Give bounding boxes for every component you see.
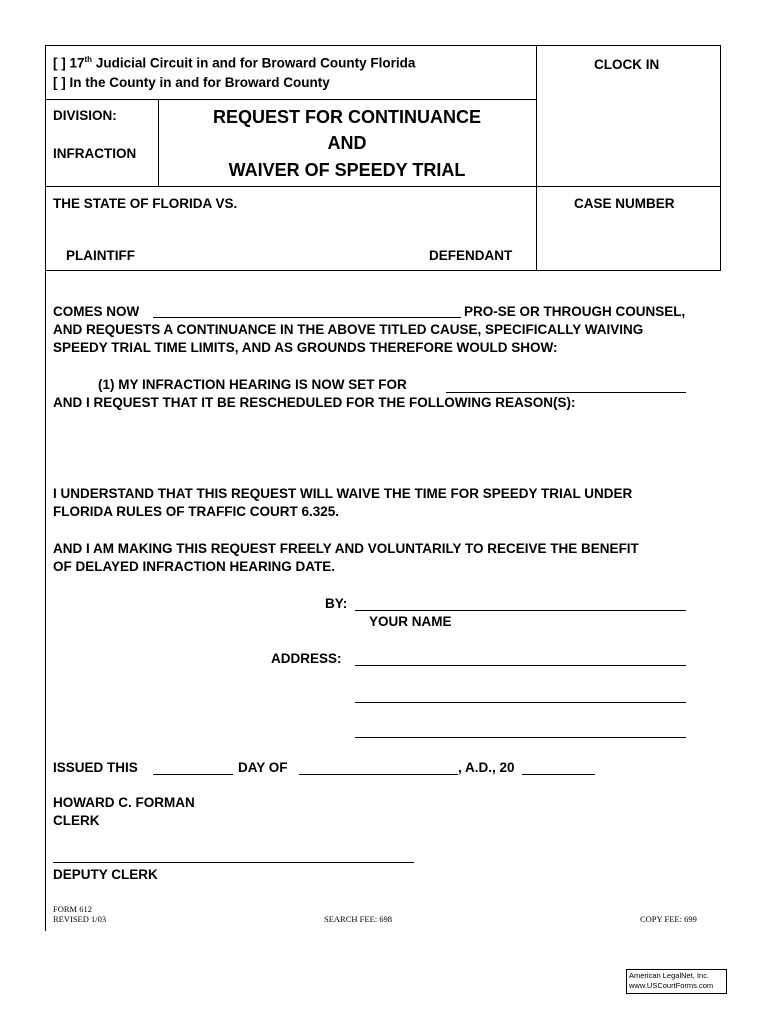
case-number-label: CASE NUMBER xyxy=(574,196,675,211)
title-divider xyxy=(45,186,721,187)
name-blank[interactable] xyxy=(153,317,461,318)
issued-year-blank[interactable] xyxy=(522,774,595,775)
court-line-sup: th xyxy=(84,55,93,64)
title-line-2: AND xyxy=(327,133,367,153)
clock-in-label: CLOCK IN xyxy=(594,57,660,72)
copy-fee: COPY FEE: 699 xyxy=(640,914,697,924)
signature-blank[interactable] xyxy=(355,610,686,611)
address-label: ADDRESS: xyxy=(271,651,342,666)
court-line-prefix: [ ] 17 xyxy=(53,55,85,71)
state-line: THE STATE OF FLORIDA VS. xyxy=(53,196,238,211)
request-line-2: AND REQUESTS A CONTINUANCE IN THE ABOVE TITLED CAUSE, SPECIFICALLY WAIVING xyxy=(53,322,644,337)
deputy-clerk-signature-blank[interactable] xyxy=(53,862,414,863)
form-left-border xyxy=(45,45,46,931)
understand-line-2: FLORIDA RULES OF TRAFFIC COURT 6.325. xyxy=(53,504,340,519)
freely-line-2: OF DELAYED INFRACTION HEARING DATE. xyxy=(53,559,336,574)
hearing-set-label: (1) MY INFRACTION HEARING IS NOW SET FOR xyxy=(98,377,407,392)
hearing-date-blank[interactable] xyxy=(446,392,686,393)
clock-in-divider xyxy=(536,45,537,271)
deputy-clerk-label: DEPUTY CLERK xyxy=(53,867,158,882)
publisher-box xyxy=(626,969,727,994)
title-line-1: REQUEST FOR CONTINUANCE xyxy=(212,107,481,127)
division-value: INFRACTION xyxy=(53,146,137,161)
day-of-label: DAY OF xyxy=(238,760,288,775)
ad-label: , A.D., 20 xyxy=(458,760,515,775)
plaintiff-label: PLAINTIFF xyxy=(66,248,135,263)
form-top-border xyxy=(45,45,721,46)
your-name-label: YOUR NAME xyxy=(369,614,452,629)
freely-line-1: AND I AM MAKING THIS REQUEST FREELY AND VOLUNTARILY TO RECEIVE THE BENEFIT xyxy=(53,541,639,556)
revised-date: REVISED 1/03 xyxy=(53,914,107,924)
title-line-3: WAIVER OF SPEEDY TRIAL xyxy=(228,160,466,180)
address-blank-3[interactable] xyxy=(355,737,686,738)
publisher-line-2: www.USCourtForms.com xyxy=(629,981,714,990)
understand-line-1: I UNDERSTAND THAT THIS REQUEST WILL WAIVE THE TIME FOR SPEEDY TRIAL UNDER xyxy=(53,486,633,501)
court-line-circuit xyxy=(53,55,415,71)
court-line-county: [ ] In the County in and for Broward County xyxy=(53,75,330,90)
form-number: FORM 612 xyxy=(53,904,92,914)
request-line-3: SPEEDY TRIAL TIME LIMITS, AND AS GROUNDS THEREFORE WOULD SHOW: xyxy=(53,340,558,355)
issued-this-label: ISSUED THIS xyxy=(53,760,138,775)
parties-divider xyxy=(45,270,721,271)
address-blank-1[interactable] xyxy=(355,665,686,666)
issued-day-blank[interactable] xyxy=(153,774,233,775)
form-right-border xyxy=(720,45,721,271)
address-blank-2[interactable] xyxy=(355,702,686,703)
comes-now-label: COMES NOW xyxy=(53,304,140,319)
by-label: BY: xyxy=(325,596,348,611)
court-line-suffix: Judicial Circuit in and for Broward County Florida xyxy=(92,55,416,71)
clerk-name: HOWARD C. FORMAN xyxy=(53,795,195,810)
search-fee: SEARCH FEE: 698 xyxy=(324,914,393,924)
division-label: DIVISION: xyxy=(53,108,117,123)
pro-se-label: PRO-SE OR THROUGH COUNSEL, xyxy=(464,304,686,319)
reschedule-label: AND I REQUEST THAT IT BE RESCHEDULED FOR THE FOLLOWING REASON(S): xyxy=(53,395,576,410)
header-divider xyxy=(45,99,537,100)
clerk-title: CLERK xyxy=(53,813,100,828)
defendant-label: DEFENDANT xyxy=(429,248,513,263)
publisher-line-1: American LegalNet, Inc. xyxy=(629,971,710,980)
issued-month-blank[interactable] xyxy=(299,774,458,775)
